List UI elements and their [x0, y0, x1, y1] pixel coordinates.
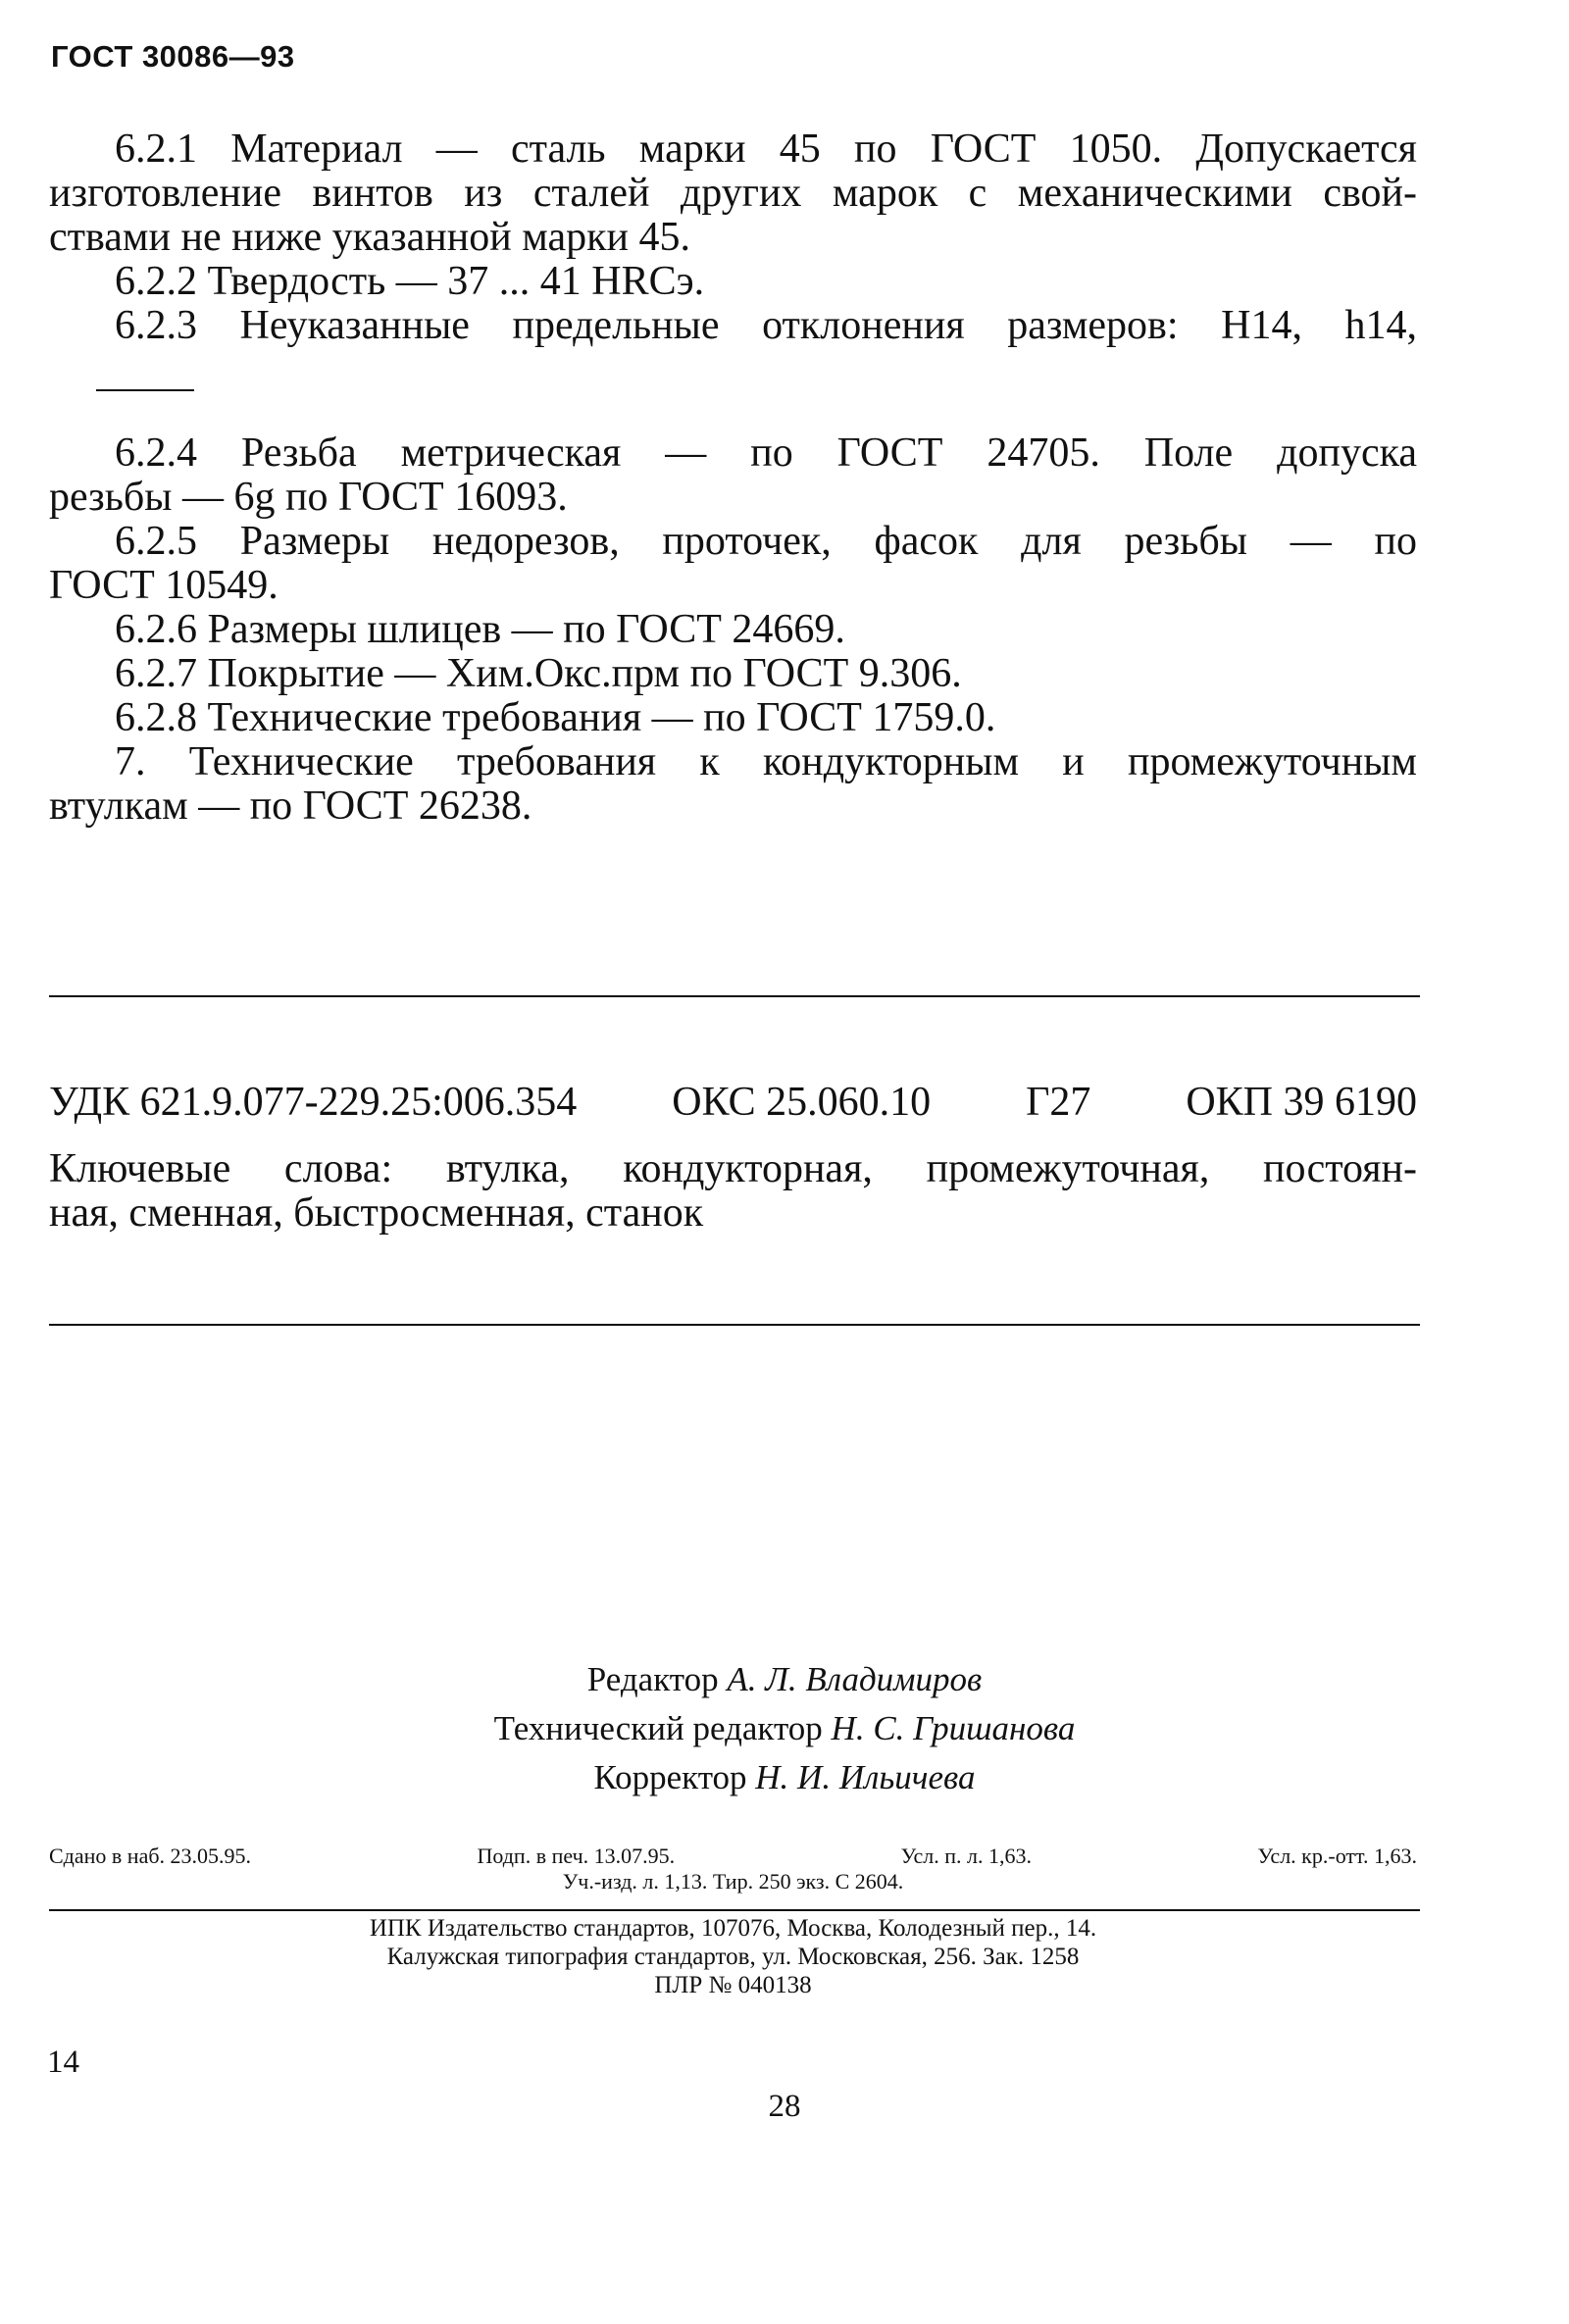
paragraph-line: резьбы — 6g по ГОСТ 16093.	[49, 475, 568, 520]
credit-name: Н. С. Гришанова	[831, 1709, 1076, 1747]
imprint-row	[49, 1844, 1417, 1869]
oks-code: ОКС 25.060.10	[672, 1080, 932, 1125]
page-number-left: 14	[47, 2045, 79, 2080]
paragraph-6-2-5	[49, 520, 1417, 608]
document-header: ГОСТ 30086—93	[51, 39, 295, 74]
paragraph-line: 6.2.4 Резьба метрическая — по ГОСТ 24705. Поле допуска	[115, 430, 1417, 476]
imprint-divider	[49, 1909, 1420, 1911]
keywords-line: Ключевые слова: втулка, кондукторная, промежуточная, постоян-	[49, 1146, 1417, 1191]
paragraph-line: 6.2.3 Неуказанные предельные отклонения размеров: H14, h14,	[115, 303, 1417, 348]
udk-code: УДК 621.9.077-229.25:006.354	[49, 1080, 578, 1125]
paragraph-6-2-1	[49, 127, 1417, 260]
imprint-print-sheets: Усл. п. л. 1,63.	[900, 1844, 1033, 1868]
keywords	[49, 1147, 1417, 1236]
paragraph-6-2-4	[49, 431, 1417, 520]
paragraph-line: 6.2.5 Размеры недорезов, проточек, фасок для резьбы — по	[115, 519, 1417, 564]
okp-code: ОКП 39 6190	[1186, 1080, 1417, 1125]
page-number-center: 28	[768, 2089, 801, 2124]
credit-tech-editor	[0, 1704, 1569, 1753]
paragraph-6-2-2: 6.2.2 Твердость — 37 ... 41 HRCэ.	[115, 259, 705, 304]
paragraph-line: изготовление винтов из сталей других марок с механическими свой-	[49, 171, 1417, 216]
paragraph-6-2-6: 6.2.6 Размеры шлицев — по ГОСТ 24669.	[115, 607, 845, 652]
fraction-bar	[96, 389, 194, 391]
credit-role: Корректор	[593, 1758, 747, 1796]
imprint-submitted: Сдано в наб. 23.05.95.	[49, 1844, 252, 1868]
credit-role: Редактор	[586, 1660, 719, 1698]
publisher-info	[49, 1914, 1417, 1999]
paragraph-6-2-3	[49, 304, 1417, 348]
paragraph-line: ГОСТ 10549.	[49, 563, 278, 608]
tolerance-fraction	[49, 348, 206, 427]
paragraph-6-2-8: 6.2.8 Технические требования — по ГОСТ 1759.0.	[115, 695, 996, 740]
paragraph-7	[49, 740, 1417, 829]
publisher-line: ПЛР № 040138	[654, 1972, 812, 1998]
paragraph-6-2-7: 6.2.7 Покрытие — Хим.Окс.прм по ГОСТ 9.306.	[115, 651, 962, 696]
credit-editor	[0, 1655, 1569, 1704]
print-imprint	[49, 1844, 1417, 1895]
paragraph-line: ствами не ниже указанной марки 45.	[49, 215, 691, 260]
publisher-line: ИПК Издательство стандартов, 107076, Москва, Колодезный пер., 14.	[369, 1915, 1097, 1942]
imprint-signed: Подп. в печ. 13.07.95.	[477, 1844, 676, 1868]
paragraph-line: 7. Технические требования к кондукторным и промежуточным	[115, 739, 1417, 784]
paragraph-line: 6.2.1 Материал — сталь марки 45 по ГОСТ 1050. Допускается	[115, 126, 1417, 172]
credit-corrector	[0, 1753, 1569, 1802]
credit-role: Технический редактор	[493, 1709, 823, 1747]
paragraph-line: втулкам — по ГОСТ 26238.	[49, 783, 532, 829]
imprint-color-prints: Усл. кр.-отт. 1,63.	[1257, 1844, 1417, 1868]
publisher-line: Калужская типография стандартов, ул. Московская, 256. Зак. 1258	[386, 1944, 1080, 1970]
imprint-line: Уч.-изд. л. 1,13. Тир. 250 экз. С 2604.	[562, 1869, 904, 1894]
classification-line	[49, 1079, 1417, 1126]
divider-bottom	[49, 1324, 1420, 1326]
credit-name: Н. И. Ильичева	[755, 1758, 976, 1796]
divider-top	[49, 995, 1420, 997]
keywords-line: ная, сменная, быстросменная, станок	[49, 1190, 704, 1236]
credit-name: А. Л. Владимиров	[727, 1660, 983, 1698]
g-code: Г27	[1026, 1080, 1091, 1125]
